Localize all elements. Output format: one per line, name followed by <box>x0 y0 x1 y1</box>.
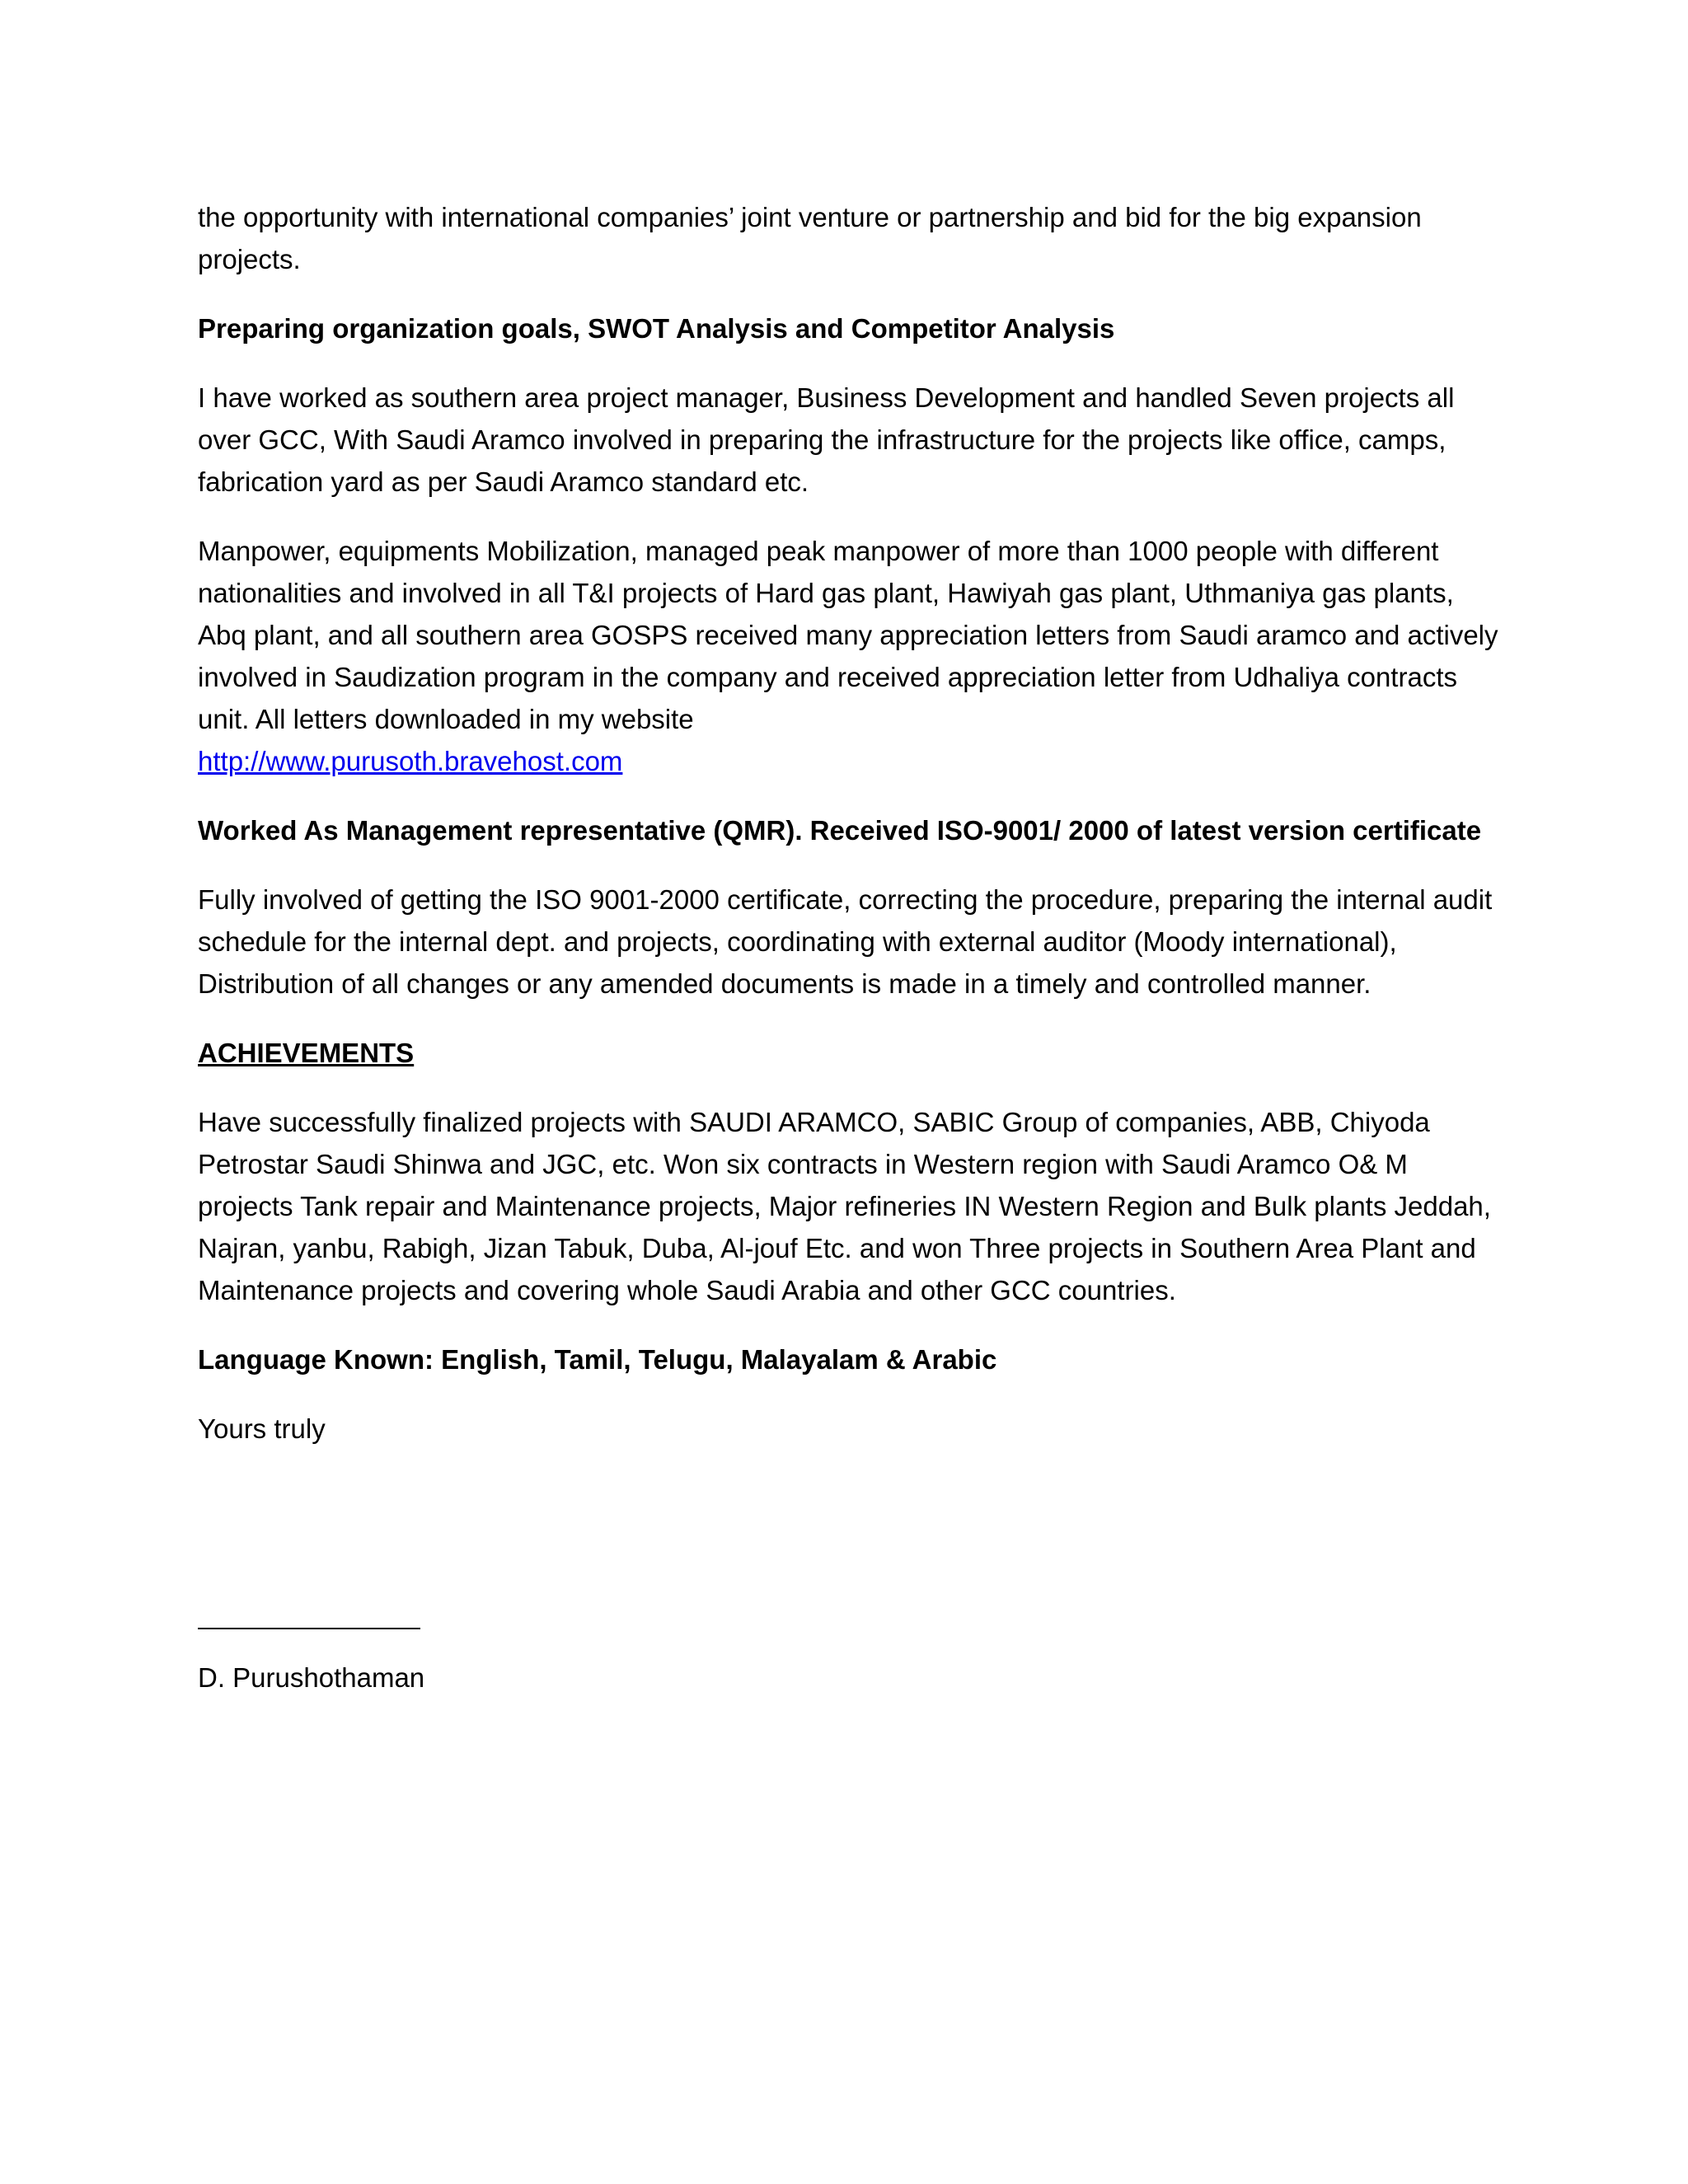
letter-body <box>198 196 1500 1726</box>
achievements-paragraph: Have successfully finalized projects with SAUDI ARAMCO, SABIC Group of companies, ABB, Chiyoda Petrostar Saudi Shinwa and JGC, etc. Won six contracts in Western region with Saudi Aramco O& M projects Tank repair and Maintenance projects, Major refineries IN Western Region and Bulk plants Jeddah, Najran, yanbu, Rabigh, Jizan Tabuk, Duba, Al-jouf Etc. and won Three projects in Southern Area Plant and Maintenance projects and covering whole Saudi Arabia and other GCC countries. <box>198 1107 1491 1305</box>
signature-name: D. Purushothaman <box>198 1662 425 1693</box>
goals-heading: Preparing organization goals, SWOT Analysis and Competitor Analysis <box>198 313 1115 344</box>
qmr-heading: Worked As Management representative (QMR). Received ISO-9001/ 2000 of latest version certificate <box>198 815 1482 846</box>
closing-line: Yours truly <box>198 1413 326 1444</box>
intro-continuation-paragraph: the opportunity with international companies’ joint venture or partnership and bid for the big expansion projects. <box>198 202 1422 274</box>
website-link[interactable]: http://www.purusoth.bravehost.com <box>198 746 623 776</box>
signature-line <box>198 1628 420 1629</box>
project-manager-paragraph: I have worked as southern area project manager, Business Development and handled Seven projects all over GCC, With Saudi Aramco involved in preparing the infrastructure for the projects like office, camps, fabrication yard as per Saudi Aramco standard etc. <box>198 382 1455 497</box>
achievements-heading: ACHIEVEMENTS <box>198 1038 415 1068</box>
iso-paragraph: Fully involved of getting the ISO 9001-2000 certificate, correcting the procedure, preparing the internal audit schedule for the internal dept. and projects, coordinating with external auditor (Moody international), Distribution of all changes or any amended documents is made in a timely and controlled manner. <box>198 884 1493 999</box>
languages-line: Language Known: English, Tamil, Telugu, Malayalam & Arabic <box>198 1344 997 1375</box>
manpower-text: Manpower, equipments Mobilization, managed peak manpower of more than 1000 people with different nationalities and involved in all T&I projects of Hard gas plant, Hawiyah gas plant, Uthmaniya gas plants, Abq plant, and all southern area GOSPS received many appreciation letters from Saudi aramco and actively involved in Saudization program in the company and received appreciation letter from Udhaliya contracts unit. All letters downloaded in my website <box>198 536 1498 734</box>
manpower-paragraph <box>198 530 1500 782</box>
